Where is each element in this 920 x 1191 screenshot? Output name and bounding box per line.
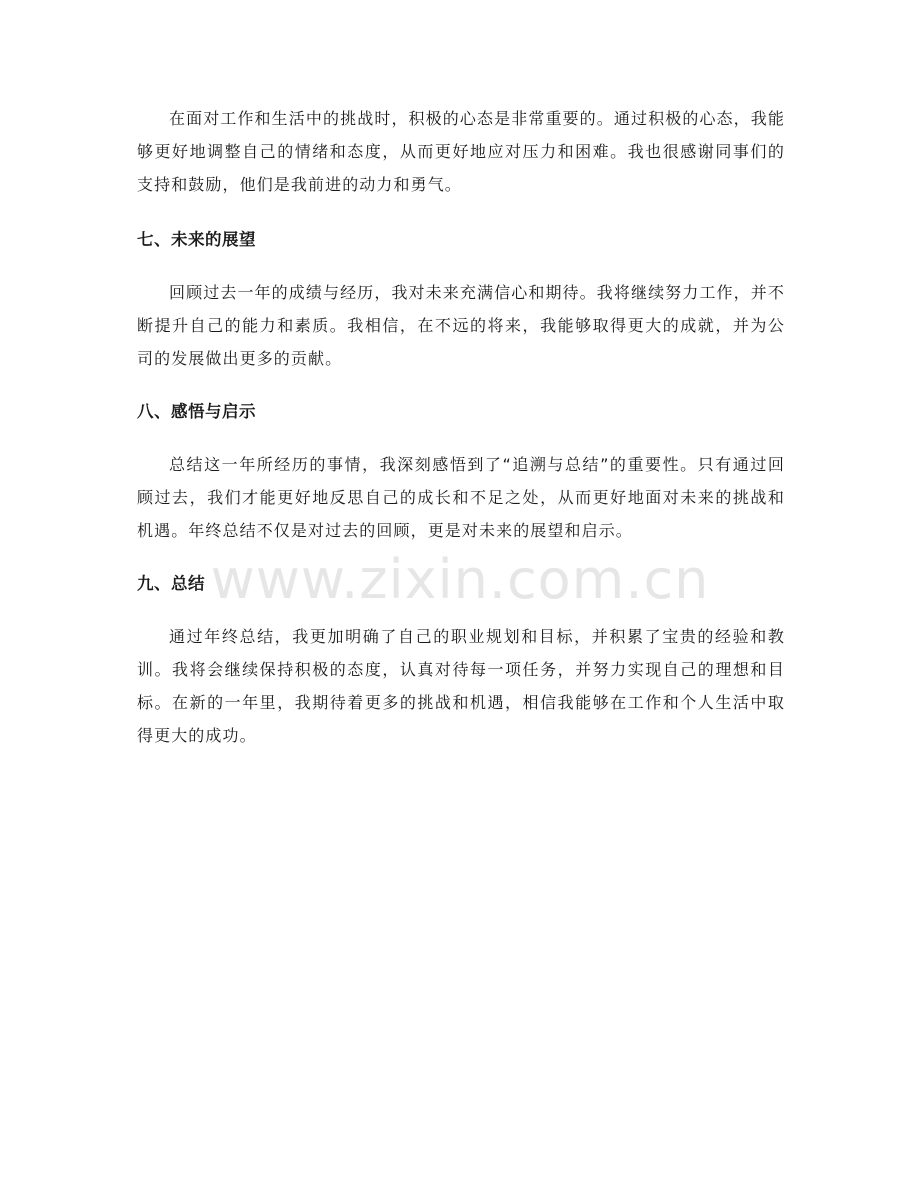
heading-summary: 九、总结 bbox=[137, 574, 205, 593]
paragraph-insights: 总结这一年所经历的事情，我深刻感悟到了“追溯与总结”的重要性。只有通过回顾过去，我们才能更好地反思自己的成长和不足之处，从而更好地面对未来的挑战和机遇。年终总结不仅是对过去的回顾，更是对未来的展望和启示。 bbox=[137, 455, 785, 540]
watermark-text: www.zixin.com.cn bbox=[210, 548, 710, 611]
paragraph-positive-attitude: 在面对工作和生活中的挑战时，积极的心态是非常重要的。通过积极的心态，我能够更好地调整自己的情绪和态度，从而更好地应对压力和困难。我也很感谢同事们的支持和鼓励，他们是我前进的动力和勇气。 bbox=[137, 109, 785, 194]
paragraph-summary: 通过年终总结，我更加明确了自己的职业规划和目标，并积累了宝贵的经验和教训。我将会继续保持积极的态度，认真对待每一项任务，并努力实现自己的理想和目标。在新的一年里，我期待着更多的挑战和机遇，相信我能够在工作和个人生活中取得更大的成功。 bbox=[137, 627, 785, 745]
heading-future-outlook: 七、未来的展望 bbox=[137, 230, 256, 249]
document-body bbox=[137, 102, 785, 752]
heading-insights: 八、感悟与启示 bbox=[137, 402, 256, 421]
paragraph-future-outlook: 回顾过去一年的成绩与经历，我对未来充满信心和期待。我将继续努力工作，并不断提升自己的能力和素质。我相信，在不远的将来，我能够取得更大的成就，并为公司的发展做出更多的贡献。 bbox=[137, 283, 785, 368]
